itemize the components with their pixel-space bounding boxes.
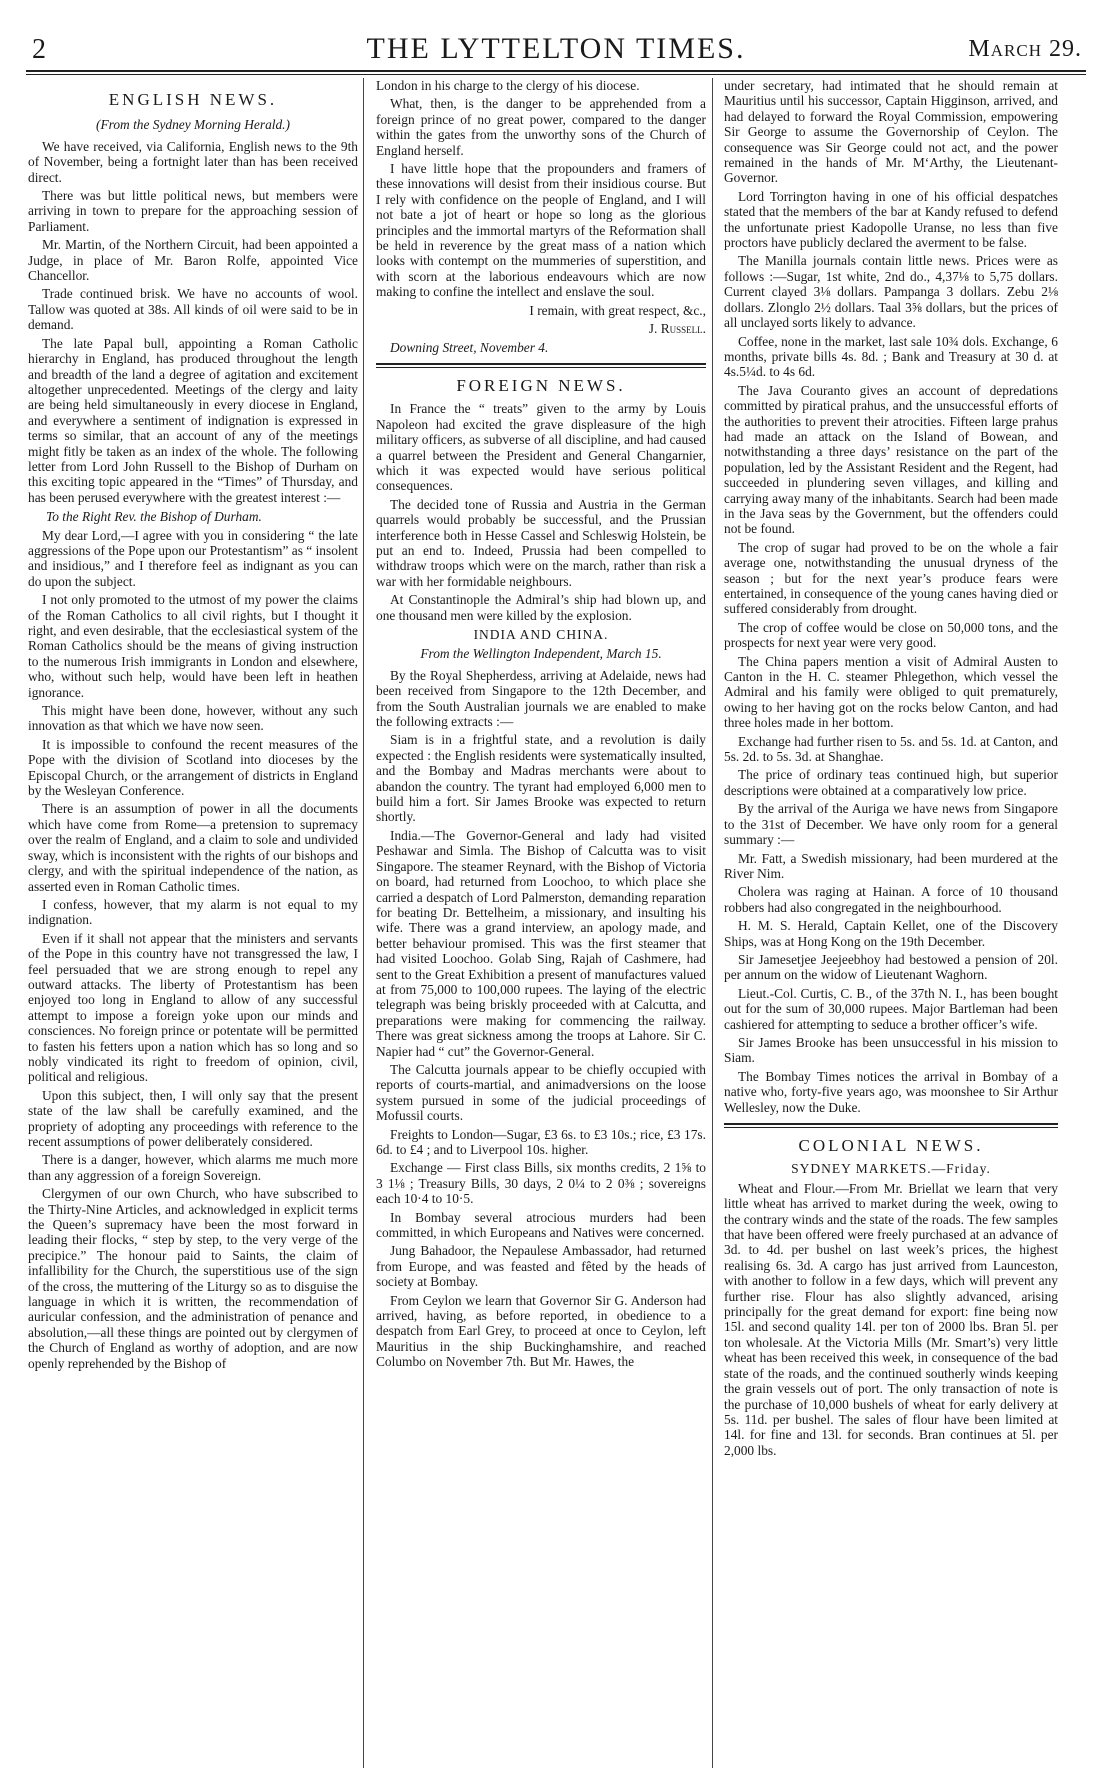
- newspaper-title: THE LYTTELTON TIMES.: [366, 32, 746, 65]
- paragraph: Exchange had further risen to 5s. and 5s. 1d. at Canton, and 5s. 2d. to 5s. 3d. at Shanghae.: [724, 733, 1058, 765]
- column-2: [376, 78, 706, 1373]
- paragraph: Trade continued brisk. We have no accounts of wool. Tallow was quoted at 38s. All kinds of oil were said to be in demand.: [28, 286, 358, 333]
- paragraph: I not only promoted to the utmost of my power the claims of the Roman Catholics to all civil rights, but I thought it right, and even desirable, that the ecclesiastical system of the Roman Catholics should be the means of giving instruction to the numerous Irish immigrants in London and elsewhere, who, without such help, would have been left in heathen ignorance.: [28, 592, 358, 700]
- paragraph: Exchange — First class Bills, six months credits, 2 1⅝ to 3 1⅛ ; Treasury Bills, 30 days, 2 0¼ to 2 0⅜ ; sovereigns each 10·4 to 10·5.: [376, 1160, 706, 1207]
- paragraph: The Manilla journals contain little news. Prices were as follows :—Sugar, 1st white, 2nd do., 4,37⅛ to 5,75 dollars. Current clayed 3⅛ dollars. Pampanga 3 dollars. Zebu 2⅛ dollars. Zlonglo 2½ dollars. Taal 3⅝ dollars, but the prices of all unclayed sorts likely to advance.: [724, 253, 1058, 331]
- paragraph: From Ceylon we learn that Governor Sir G. Anderson had arrived, having, as before reported, in obedience to a despatch from Earl Grey, to proceed at once to Ceylon, left Mauritius in the ship Buckinghamshire, and reached Columbo on November 7th. But Mr. Hawes, the: [376, 1292, 706, 1370]
- paragraph: I confess, however, that my alarm is not equal to my indignation.: [28, 896, 358, 928]
- subheading-sydney-markets: SYDNEY MARKETS.—Friday.: [791, 1161, 991, 1177]
- paragraph: Wheat and Flour.—From Mr. Briellat we learn that very little wheat has arrived to market during the week, owing to the contrary winds and the state of the roads. The few samples that have been offered were freely purchased at an advance of 3d. to 4d. per bushel on last week’s prices, the highest realising 6s. 3d. A cargo has just arrived from Launceston, with another to follow in a few days, which will prevent any further rise. Flour has also slightly advanced, arising principally for the great demand for export: fine being now 15l. and second quality 14l. per ton of 2000 lbs. Bran 5l. per ton wholesale. At the Victoria Mills (Mr. Smart’s) very little wheat has been received this week, in consequence of the bad state of the roads, and the continued southerly winds keeping the grain vessels out of port. The only transaction of note is the purchase of 10,000 bushels of wheat for early delivery at 5s. 11d. per bushel. The sales of flour have been limited at 14l. for fine and 13l. for seconds. Bran continues at 5l. per 2,000 lbs.: [724, 1180, 1058, 1458]
- letter-signature: J. Russell.: [648, 321, 706, 337]
- paragraph: Upon this subject, then, I will only say that the present state of the law shall be carefully examined, and the propriety of adopting any proceedings with reference to the recent assumptions of power deliberately considered.: [28, 1087, 358, 1149]
- paragraph: The Java Couranto gives an account of depredations committed by piratical prahus, and the unsuccessful efforts of the authorities to prevent their atrocities. Fifteen large prahus had made an attack on the Island of Bowean, and notwithstanding a three days’ resistance on the part of the population, led by the Assistant Resident and the Regent, had succeeded in plundering seven villages, and killing and carrying away many of the inhabitants. Search had been made in the Java seas by the Government, but the offenders could not be found.: [724, 382, 1058, 537]
- paragraph: Even if it shall not appear that the ministers and servants of the Pope in this country have not transgressed the law, I feel persuaded that we are strong enough to repel any outward attacks. The liberty of Protestantism has been enjoyed too long in England to allow of any successful attempt to impose a foreign yoke upon our minds and consciences. No foreign prince or potentate will be permitted to fasten his fetters upon a nation which has so long and so nobly vindicated its right to freedom of opinion, civil, political and religious.: [28, 930, 358, 1085]
- paragraph: Coffee, none in the market, last sale 10¾ dols. Exchange, 6 months, private bills 4s. 8d. ; Bank and Treasury at 30 d. at 4s.5¼d. to 4s 6d.: [724, 333, 1058, 380]
- paragraph: Clergymen of our own Church, who have subscribed to the Thirty-Nine Articles, and acknowledged in explicit terms the Queen’s supremacy have been the most forward in leading their flocks, “ step by step, to the very verge of the precipice.” The honour paid to Saints, the claim of infallibility for the Church, the superstitious use of the sign of the cross, the muttering of the Liturgy so as to disguise the language in which it is written, the recommendation of auricular confession, and the administration of penance and absolution,—all these things are pointed out by clergymen of the Church of England as worthy of adoption, and are now openly reprehended by the Bishop of: [28, 1186, 358, 1371]
- letter-dateline: Downing Street, November 4.: [390, 339, 549, 355]
- paragraph: Lieut.-Col. Curtis, C. B., of the 37th N. I., has been bought out for the sum of 30,000 rupees. Major Bartleman had been cashiered for attempting to seduce a brother officer’s wife.: [724, 985, 1058, 1032]
- paragraph: It is impossible to confound the recent measures of the Pope with the division of Scotland into dioceses by the Episcopal Church, or the arrangement of districts in England by the Wesleyan Conference.: [28, 736, 358, 799]
- paragraph: There is a danger, however, which alarms me much more than any aggression of a foreign Sovereign.: [28, 1152, 358, 1183]
- paragraph: By the arrival of the Auriga we have news from Singapore to the 31st of December. We have only room for a general summary :—: [724, 801, 1058, 848]
- section-heading-english-news: ENGLISH NEWS.: [108, 90, 278, 109]
- paragraph: The Bombay Times notices the arrival in Bombay of a native who, forty-five years ago, was moonshee to Sir Arthur Wellesley, now the Duke.: [724, 1068, 1058, 1115]
- paragraph: What, then, is the danger to be apprehended from a foreign prince of no great power, compared to the danger within the gates from the unworthy sons of the Church of England herself.: [376, 96, 706, 158]
- section-heading-colonial-news: COLONIAL NEWS.: [798, 1136, 984, 1155]
- column-3: [724, 78, 1058, 1461]
- source-credit: From the Wellington Independent, March 15.: [420, 646, 662, 662]
- column-divider: [363, 78, 364, 1768]
- paragraph: Mr. Martin, of the Northern Circuit, had been appointed a Judge, in place of Mr. Baron Rolfe, appointed Vice Chancellor.: [28, 237, 358, 284]
- letter-closing: I remain, with great respect, &c.,: [529, 302, 706, 318]
- masthead: [26, 22, 1086, 65]
- paragraph: In Bombay several atrocious murders had been committed, in which Europeans and Natives were concerned.: [376, 1209, 706, 1241]
- paragraph: The crop of coffee would be close on 50,000 tons, and the prospects for next year were very good.: [724, 619, 1058, 651]
- column-divider: [712, 78, 713, 1768]
- paragraph: under secretary, had intimated that he should remain at Mauritius until his successor, Captain Higginson, arrived, and had delayed to forward the Royal Commission, empowering Sir George to assume the Governorship of Ceylon. The consequence was Sir George could not act, and the power remained in the hands of Mr. M‘Arthy, the Lieutenant-Governor.: [724, 78, 1058, 186]
- masthead-rule-thin: [26, 74, 1086, 75]
- paragraph: Sir James Brooke has been unsuccessful in his mission to Siam.: [724, 1034, 1058, 1066]
- subheading-india-and-china: INDIA AND CHINA.: [473, 627, 609, 642]
- section-rule: [376, 363, 706, 368]
- paragraph: In France the “ treats” given to the army by Louis Napoleon had excited the grave displeasure of the high military officers, as subverse of all discipline, and had caused a quarrel between the President and General Changarnier, which it was expected would have serious political consequences.: [376, 401, 706, 494]
- paragraph: By the Royal Shepherdess, arriving at Adelaide, news had been received from Singapore to the 12th December, and from the South Australian journals we are enabled to make the following extracts :—: [376, 667, 706, 730]
- source-credit: (From the Sydney Morning Herald.): [96, 117, 290, 133]
- paragraph: H. M. S. Herald, Captain Kellet, one of the Discovery Ships, was at Hong Kong on the 19th December.: [724, 918, 1058, 949]
- paragraph: Siam is in a frightful state, and a revolution is daily expected : the English residents were systematically insulted, and the Bombay and Madras merchants were about to abandon the country. The tyrant had employed 6,000 men to build him a fort. Sir James Brooke was expected to return shortly.: [376, 732, 706, 825]
- paragraph: Sir Jamesetjee Jeejeebhoy had bestowed a pension of 20l. per annum on the widow of Lieutenant Waghorn.: [724, 951, 1058, 983]
- paragraph: Cholera was raging at Hainan. A force of 10 thousand robbers had also congregated in the neighbourhood.: [724, 884, 1058, 915]
- paragraph: There is an assumption of power in all the documents which have come from Rome—a pretension to supremacy over the realm of England, and a claim to sole and undivided sway, which is inconsistent with the rights of our bishops and clergy, and with the spiritual independence of the nation, as asserted even in Roman Catholic times.: [28, 801, 358, 894]
- paragraph: Jung Bahadoor, the Nepaulese Ambassador, had returned from Europe, and was feasted and fêted by the heads of society at Bombay.: [376, 1243, 706, 1290]
- paragraph: We have received, via California, English news to the 9th of November, being a fortnight later than has been received direct.: [28, 138, 358, 185]
- paragraph: London in his charge to the clergy of his diocese.: [376, 78, 640, 93]
- paragraph: The decided tone of Russia and Austria in the German quarrels would probably be successful, and the Prussian interference both in Hesse Cassel and Schleswig Holstein, be put an end to. Indeed, Prussia had been compelled to withdraw troops which were on the march, rather than risk a war with her formidable neighbours.: [376, 496, 706, 589]
- letter-salutation: To the Right Rev. the Bishop of Durham.: [46, 509, 262, 525]
- paragraph: The China papers mention a visit of Admiral Austen to Canton in the H. C. steamer Phlegethon, which vessel the Admiral and his family were obliged to quit prematurely, owing to her having got on the rocks below Canton, and had three holes made in her bottom.: [724, 653, 1058, 731]
- paragraph: Mr. Fatt, a Swedish missionary, had been murdered at the River Nim.: [724, 850, 1058, 881]
- paragraph: My dear Lord,—I agree with you in considering “ the late aggressions of the Pope upon our Protestantism” as “ insolent and insidious,” and I therefore feel as indignant as you can do upon the subject.: [28, 527, 358, 589]
- paragraph: Lord Torrington having in one of his official despatches stated that the members of the bar at Kandy refused to defend the unfortunate priest Kadopolle Uranse, no less than five proctors have publicly declared the averment to be false.: [724, 188, 1058, 251]
- section-heading-foreign-news: FOREIGN NEWS.: [456, 375, 626, 395]
- paragraph: Freights to London—Sugar, £3 6s. to £3 10s.; rice, £3 17s. 6d. to £4 ; and to Liverpool 10s. higher.: [376, 1126, 706, 1157]
- column-1: [28, 78, 358, 1374]
- paragraph: There was but little political news, but members were arriving in town to prepare for the approaching session of Parliament.: [28, 188, 358, 234]
- paragraph: I have little hope that the propounders and framers of these innovations will desist from their insidious course. But I rely with confidence on the people of England, and I will not bate a jot of heart or hope so long as the glorious principles and the immortal martyrs of the Reformation shall be held in reverence by the great mass of a nation which looks with contempt on the mummeries of superstition, and with scorn at the laborious endeavours which are now making to confine the intellect and enslave the soul.: [376, 161, 706, 300]
- paragraph: At Constantinople the Admiral’s ship had blown up, and one thousand men were killed by the explosion.: [376, 592, 706, 623]
- paragraph: India.—The Governor-General and lady had visited Peshawar and Simla. The Bishop of Calcutta was to visit Singapore. The steamer Reynard, with the Bishop of Victoria on board, had returned from Loochoo, to which place she carried a despatch of Lord Palmerston, demanding reparation for beating Dr. Bettelheim, a missionary, and insulting his wife. There was a grand interview, an apology made, and better behaviour promised. This was the first steamer that had visited Loochoo. Golab Sing, Rajah of Cashmere, had sent to the Great Exhibition a present of manufactures valued at from 75,000 to 100,000 rupees. The laying of the electric telegraph was being briskly proceeded with at Calcutta, and preparations were making for commencing the railway. There was great sickness among the troops at Lahore. Sir C. Napier had “ cut” the Governor-General.: [376, 827, 706, 1059]
- paragraph: This might have been done, however, without any such innovation as that which we have now seen.: [28, 703, 358, 734]
- paragraph: The late Papal bull, appointing a Roman Catholic hierarchy in England, has produced throughout the length and breadth of the land a degree of agitation and excitement altogether unprecedented. Meetings of the clergy and laity are being held simultaneously in every diocese in England, and everywhere a sentiment of indignation is expressed in terms so similar, that an account of any of the meetings might fitly be taken as an index of the whole. The following letter from Lord John Russell to the Bishop of Durham on this exciting topic appeared in the “Times” of Thursday, and has been perused everywhere with the greatest interest :—: [28, 335, 358, 505]
- masthead-rule: [26, 70, 1086, 72]
- paragraph: The crop of sugar had proved to be on the whole a fair average one, notwithstanding the unusual dryness of the season ; but for the next year’s produce fears were entertained, in consequence of the young canes having died or suffered considerably from drought.: [724, 539, 1058, 617]
- page-number: 2: [32, 34, 46, 65]
- section-rule: [724, 1123, 1058, 1128]
- paragraph: The Calcutta journals appear to be chiefly occupied with reports of courts-martial, and animadversions on the loose system pursued in some of the judicial proceedings of Mofussil courts.: [376, 1061, 706, 1124]
- paragraph: The price of ordinary teas continued high, but superior descriptions were obtained at a comparatively low price.: [724, 767, 1058, 798]
- issue-date: March 29.: [968, 36, 1082, 62]
